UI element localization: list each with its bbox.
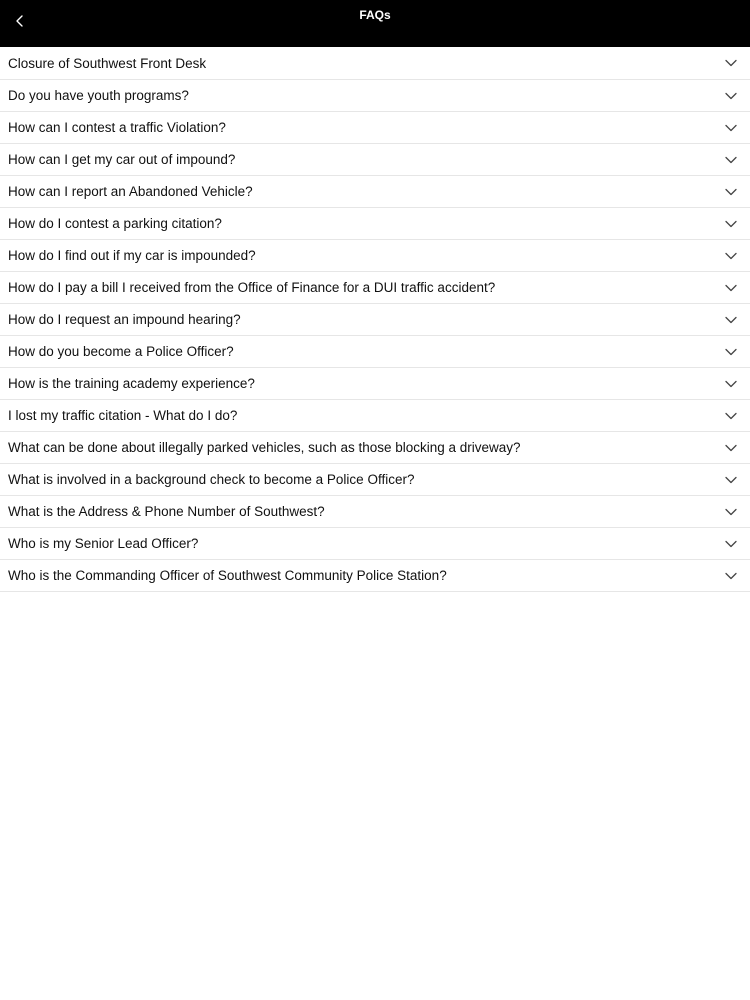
faq-item-6[interactable] [0, 208, 750, 240]
faq-item-11[interactable] [0, 368, 750, 400]
faq-question: How can I report an Abandoned Vehicle? [8, 184, 253, 199]
chevron-down-icon [724, 153, 738, 167]
nav-bar [0, 0, 750, 47]
faq-item-15[interactable] [0, 496, 750, 528]
faq-item-5[interactable] [0, 176, 750, 208]
faq-question: Who is my Senior Lead Officer? [8, 536, 199, 551]
chevron-down-icon [724, 409, 738, 423]
chevron-down-icon [724, 185, 738, 199]
chevron-down-icon [724, 89, 738, 103]
chevron-down-icon [724, 473, 738, 487]
faq-item-9[interactable] [0, 304, 750, 336]
faq-question: What can be done about illegally parked vehicles, such as those blocking a driveway? [8, 440, 521, 455]
faq-question: I lost my traffic citation - What do I do? [8, 408, 238, 423]
faq-item-8[interactable] [0, 272, 750, 304]
chevron-left-icon [15, 14, 25, 33]
chevron-down-icon [724, 569, 738, 583]
faq-item-13[interactable] [0, 432, 750, 464]
faq-question: How can I get my car out of impound? [8, 152, 236, 167]
faq-item-3[interactable] [0, 112, 750, 144]
faq-item-2[interactable] [0, 80, 750, 112]
faq-question: Who is the Commanding Officer of Southwest Community Police Station? [8, 568, 447, 583]
chevron-down-icon [724, 441, 738, 455]
faq-question: Closure of Southwest Front Desk [8, 55, 207, 71]
faq-question: How do I find out if my car is impounded? [8, 248, 256, 263]
back-button[interactable] [0, 0, 40, 47]
faq-item-1[interactable] [0, 47, 750, 80]
faq-question: How do I contest a parking citation? [8, 216, 222, 231]
faq-question: How do I pay a bill I received from the Office of Finance for a DUI traffic accident? [8, 280, 496, 295]
faq-item-14[interactable] [0, 464, 750, 496]
faq-question: What is involved in a background check to become a Police Officer? [8, 472, 415, 487]
faq-question: Do you have youth programs? [8, 88, 189, 103]
chevron-down-icon [724, 217, 738, 231]
faq-question: How can I contest a traffic Violation? [8, 120, 226, 135]
faq-question: How is the training academy experience? [8, 376, 255, 391]
chevron-down-icon [724, 121, 738, 135]
page-title: FAQs [359, 8, 391, 22]
chevron-down-icon [724, 537, 738, 551]
faq-item-4[interactable] [0, 144, 750, 176]
faq-item-12[interactable] [0, 400, 750, 432]
chevron-down-icon [724, 313, 738, 327]
faq-list [0, 47, 750, 592]
chevron-down-icon [724, 249, 738, 263]
faq-question: How do you become a Police Officer? [8, 344, 234, 359]
faq-question: What is the Address & Phone Number of Southwest? [8, 504, 325, 519]
faq-item-10[interactable] [0, 336, 750, 368]
faq-question: How do I request an impound hearing? [8, 312, 241, 327]
faq-item-17[interactable] [0, 560, 750, 592]
chevron-down-icon [724, 377, 738, 391]
faq-item-16[interactable] [0, 528, 750, 560]
chevron-down-icon [724, 56, 738, 70]
chevron-down-icon [724, 505, 738, 519]
chevron-down-icon [724, 281, 738, 295]
faq-item-7[interactable] [0, 240, 750, 272]
chevron-down-icon [724, 345, 738, 359]
